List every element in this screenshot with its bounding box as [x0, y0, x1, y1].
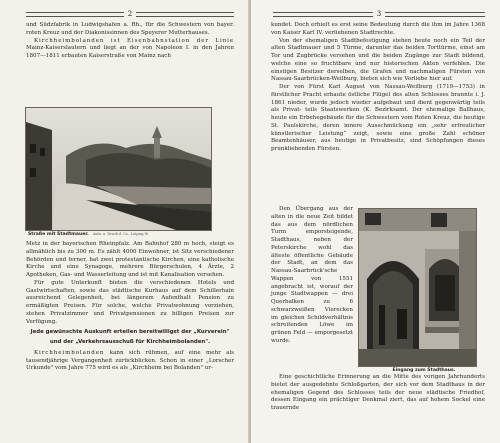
railway-rest: Mainz-Kaiserslautern und liegt an der von Napoleon I. in den Jahren 1807—1811 erbauten Kaiserstraße von Mainz nach	[26, 45, 234, 59]
notice-line-2: und der „Verkehrsausschuß für Kirchheimbolanden".	[49, 339, 211, 345]
right-running-header	[273, 9, 485, 19]
railway-paragraph	[26, 38, 234, 61]
right-page	[251, 0, 500, 443]
garden-paragraph: Eine geschichtliche Erinnerung an die Mitte des vorigen Jahrhunderts bietet der ausgedehnte Schloßgarten, der sich vor dem Stadthaus in der ehemaligen Gegend des Schlosses teils der neue städtische Friedhof, dessen Eingang ein prächtiger Denkmal ziert, das auf hohem Sockel eine trauernde	[271, 374, 485, 411]
header-rule	[26, 12, 124, 17]
street-caption-title: Straße mit Stadtmauer.	[28, 232, 89, 237]
left-bottom-text	[26, 241, 234, 373]
townhall-photo	[358, 208, 477, 367]
notice-line-1: Jede gewünschte Auskunft erteilen bereitwilligst der „Kurverein"	[30, 329, 230, 336]
left-top-text	[26, 22, 234, 61]
history-rest: kann sich rühmen, auf eine mehr als tausendjährige Vergangenheit zurückblicken. Schon in einer „Lorscher Urkunde" vom Jahre 775 wird es als „Kirchheim bei Bolanden" ur-	[26, 349, 234, 372]
street-photo	[25, 107, 212, 231]
fortification-paragraph: Von der ehemaligen Stadtbefestigung stehen heute noch ein Teil der alten Stadtmauer und 5 Türme, darunter das beiden Torttürme, einst am Tor und Zugbrücke versehen und die beiden Zugänge zur Stadt bildend, welche eine so fruchtbare und nur historischen Akten verfehlen. Die einstigen Besitzer derselben, die Grafen und nachmaligen Fürsten von Nassau-Saarbrücken-Weilburg, bieten sich wie Vorliebe hier auf.	[271, 37, 485, 83]
street-photo-image	[26, 108, 211, 230]
town-facts-paragraph: Metz in der bayerischen Rheinpfalz. Am Bahnhof 280 m hoch, steigt es allmählich bis zu 300 m. Es zählt 4000 Einwohner, ist Sitz verschiedener Behörden und ferner, hat zwei protestantische Kirchen, eine katholische Kirche und eine Synagoge, mehrere Bürgerschulen, 4 Ärzte, 2 Apotheken, Gas- und Wasserleitung und ist mit Kanalisation versehen.	[26, 241, 234, 278]
townhall-photo-caption	[369, 367, 479, 374]
townhall-caption-title: Eingang zum Stadthaus.	[392, 368, 456, 373]
right-bottom-text	[271, 374, 485, 413]
railway-lead: Kirchheimbolanden ist Eisenbahnstation der Linie	[34, 37, 234, 44]
right-top-text	[271, 22, 485, 154]
left-page-number: 2	[127, 10, 133, 18]
right-page-number: 3	[376, 10, 382, 18]
header-rule	[136, 12, 234, 17]
left-page	[0, 0, 249, 443]
intro-paragraph: und Südzfabrik in Ludwigshafen a. Rh., für die Schwestern von bayer. roten Kreuz und der Diakonissinnen des Speyerer Mutterhauses.	[26, 22, 234, 36]
photo-credit: Aufn. u. Druck d. Co., Leipzig W.	[92, 232, 149, 236]
street-photo-caption	[28, 231, 218, 238]
header-rule	[273, 12, 373, 17]
history-paragraph	[26, 350, 234, 373]
townhall-paragraph: Den Übergang aus der alten in die neue Zeit bildet das aus dem nördlichen Turm emporsteigende, Stadthaus, neben der Peterskirche wohl das älteste öffentliche Gebäude der Stadt, an dem das Nassau-Saarbrück'sche Wappen von 1551 angebracht ist, worauf der junge Stadtwappen — drei Querbalken zu 6 schwarzweißen Vierecken im gleichen Schildverhältnis schreitenden Löwe im grünen Feld — emporgesetzt wurde.	[271, 206, 353, 344]
charter-paragraph: kundet. Doch erhielt es erst seine Bedeutung durch die ihm im Jahre 1368 von Kaiser Karl IV. verliehenen Stadtrechte.	[271, 22, 485, 36]
history-lead: Kirchheimbolanden	[34, 349, 105, 356]
castle-paragraph: Der von Fürst Karl August von Nassau-Weilburg (1719—1753) in fürstlicher Pracht erbaute östliche Flügel des alten Schlosses brannte i. J. 1861 nieder, wurde jedoch wieder aufgebaut und dient gegenwärtig teils als Privat- teils Staatswerken (K. Bezirksamt. Der ehemalige Ballhaus, heute ein Erbehegebäude für die Schwestern vom Roten Kreuz, die heutige St. Paulskirche, deren innere Ausschmückung ein „sehr erfreulicher künstlerischer Leistung“ zeigt, sowie eine große Zahl schöner Beamtenhäuser, aus heutige in Privatbesitz, sind Schöpfungen dieses prunkliebenden Fürsten.	[271, 84, 485, 152]
header-rule	[385, 12, 485, 17]
left-running-header	[26, 9, 234, 19]
accommodation-paragraph: Für gute Unterkunft bieten die verschiedenen Hotels und Gastwirtschaften, sowie das städtische Kurhaus auf dem Schillerhain ausreichend Gelegenheit, bei längerem Aufenthalt Pension zu ermäßigten Preisen. Für solche, welche Privatwohnung vorziehen, stehen Privatzimmer und Privatpensionen zu billigen Preisen zur Verfügung.	[26, 279, 234, 325]
right-column-text	[271, 206, 353, 346]
townhall-photo-image	[359, 209, 476, 366]
